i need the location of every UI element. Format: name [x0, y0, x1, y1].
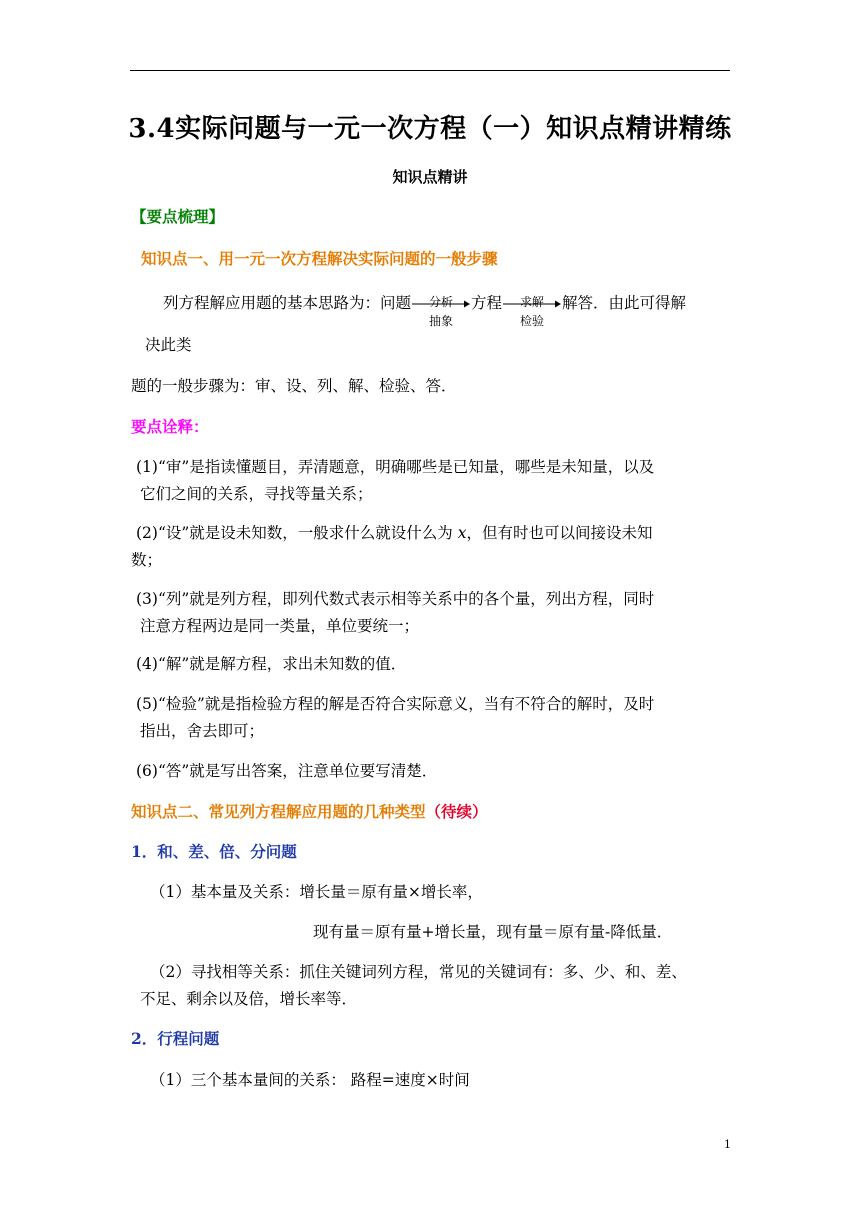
note-heading: 要点诠释：: [131, 417, 209, 436]
intro-continuation-1: 决此类: [145, 336, 192, 354]
sub1-p2a: （2）寻找相等关系：抓住关键词列方程，常见的关键词有：多、少、和、差、: [150, 963, 687, 981]
sub1-p1b: 现有量＝原有量+增长量，现有量＝原有量-降低量．: [313, 923, 673, 941]
item-2-text-b: ，但有时也可以间接设未知: [466, 524, 653, 542]
intro-suffix: 解答．由此可得解: [562, 294, 687, 312]
item-3-line-2: 注意方程两边是同一类量，单位要统一；: [140, 617, 420, 635]
item-2-line-1: [136, 521, 653, 543]
arrow2-top-label: 求解: [520, 295, 545, 309]
arrow1-bottom-label: 抽象: [429, 314, 454, 328]
document-title: 3.4实际问题与一元一次方程（一）知识点精讲精练: [128, 114, 732, 144]
kp1-heading: 知识点一、用一元一次方程解决实际问题的一般步骤: [141, 249, 498, 268]
page-number: 1: [724, 1138, 731, 1151]
sub2-p1: （1）三个基本量间的关系： 路程=速度×时间: [150, 1071, 470, 1089]
kp2-heading-line: [131, 800, 488, 822]
item-5-line-2: 指出，舍去即可；: [140, 722, 265, 740]
item-6-line-1: (6)“答”就是写出答案，注意单位要写清楚．: [136, 762, 438, 780]
variable-x: x: [457, 524, 467, 542]
kp2-heading: 知识点二、常见列方程解应用题的几种类型: [131, 802, 426, 821]
item-3-line-1: (3)“列”就是列方程，即列代数式表示相等关系中的各个量，列出方程，同时: [136, 590, 655, 608]
intro-line: [163, 288, 687, 328]
arrow1-top-label: 分析: [429, 295, 454, 309]
sub1-heading: 1．和、差、倍、分问题: [131, 842, 297, 861]
intro-middle: 方程: [471, 294, 503, 312]
intro-prefix: 列方程解应用题的基本思路为：问题: [163, 294, 412, 312]
item-2-text-a: (2)“设”就是设未知数，一般求什么就设什么为: [136, 524, 458, 542]
sub1-p2b: 不足、剩余以及倍，增长率等．: [140, 990, 358, 1008]
intro-continuation-2: 题的一般步骤为：审、设、列、解、检验、答．: [131, 377, 457, 395]
analysis-arrow: [412, 289, 470, 328]
item-5-line-1: (5)“检验”就是指检验方程的解是否符合实际意义，当有不符合的解时，及时: [136, 695, 655, 713]
arrow2-bottom-label: 检验: [520, 314, 545, 328]
header-rule: [130, 70, 730, 71]
sub2-heading: 2．行程问题: [131, 1029, 220, 1048]
document-subtitle: 知识点精讲: [392, 168, 468, 186]
kp2-tag: （待续）: [425, 802, 488, 821]
solve-arrow: [503, 289, 561, 328]
item-1-line-1: (1)“审”是指读懂题目，弄清题意，明确哪些是已知量，哪些是未知量，以及: [136, 458, 655, 476]
summary-heading: 【要点梳理】: [131, 207, 225, 226]
sub1-p1: （1）基本量及关系：增长量＝原有量×增长率，: [150, 883, 483, 901]
item-2-line-2: 数；: [131, 551, 163, 569]
item-4-line-1: (4)“解”就是解方程，求出未知数的值．: [136, 655, 407, 673]
item-1-line-2: 它们之间的关系，寻找等量关系；: [140, 485, 373, 503]
